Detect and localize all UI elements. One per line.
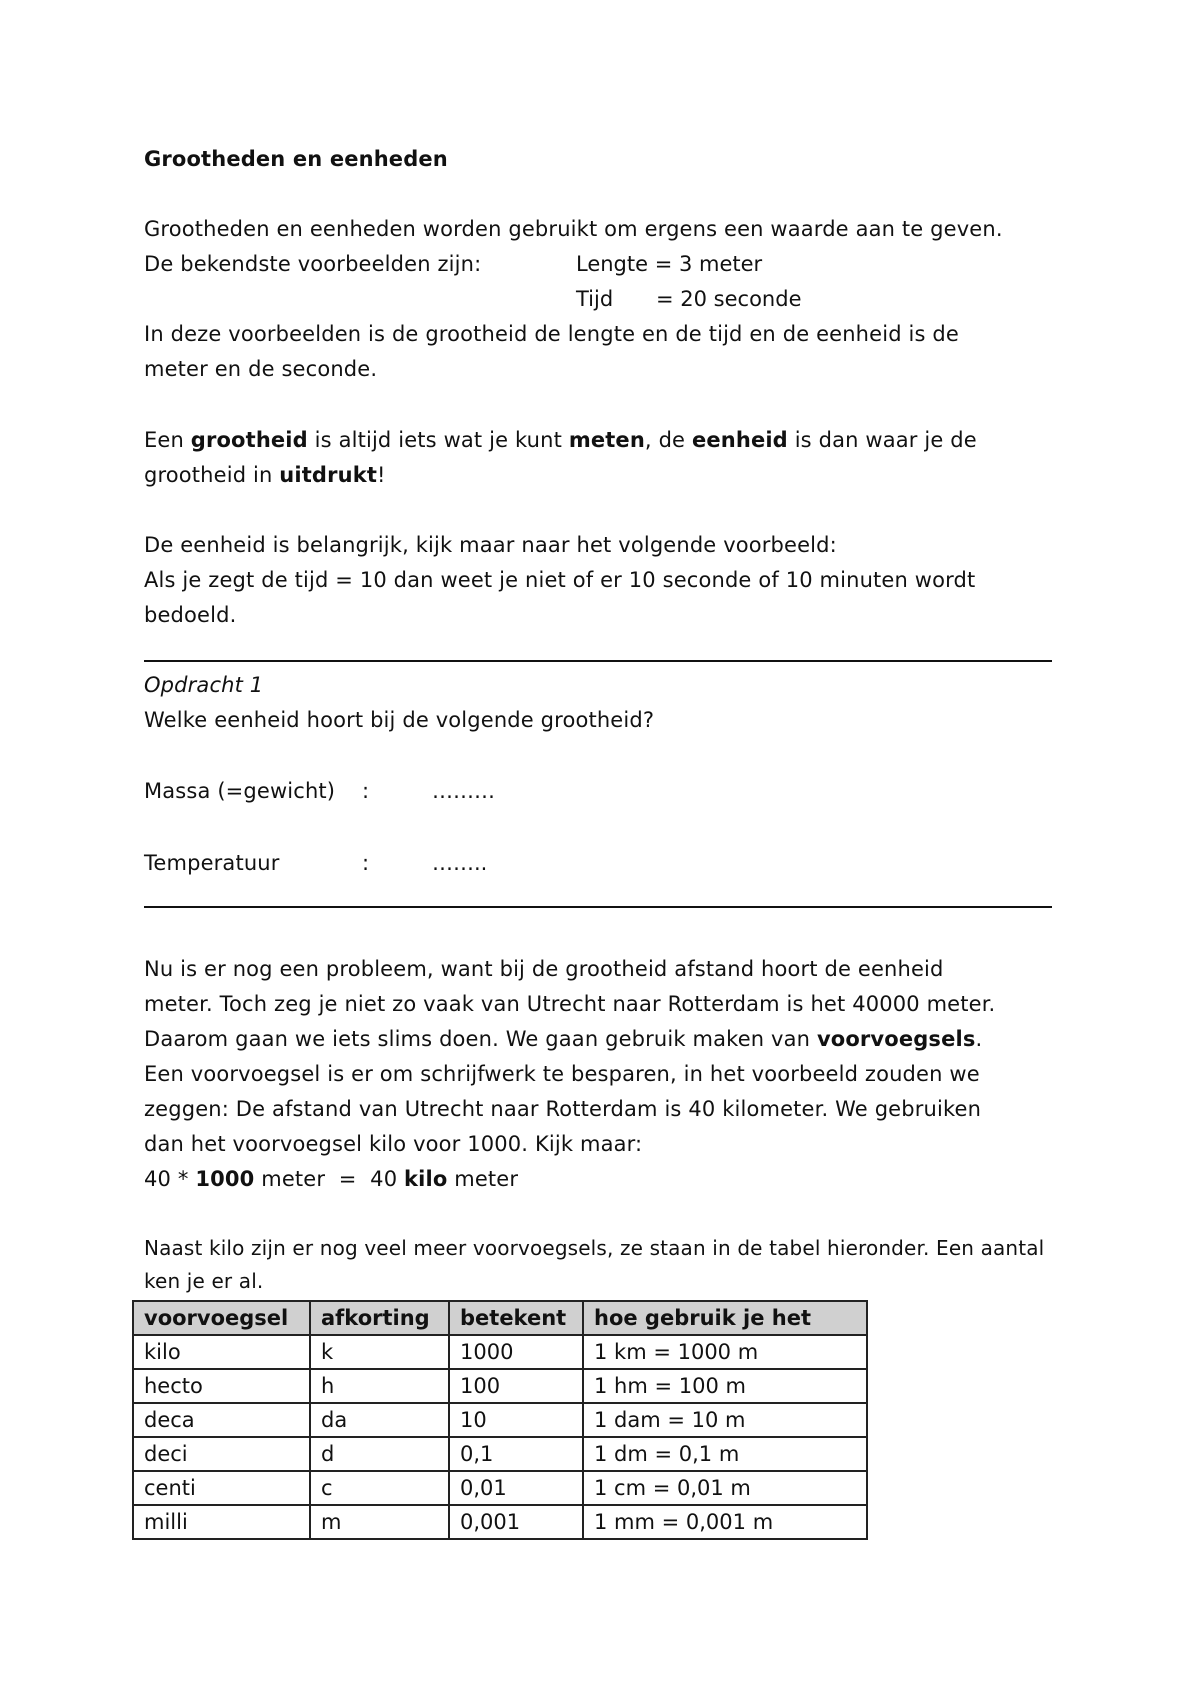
intro-line-3: In deze voorbeelden is de grootheid de lengte en de tijd en de eenheid is de [144,322,959,346]
table-cell: 10 [449,1403,583,1437]
column-header: hoe gebruik je het [583,1301,867,1335]
problem-line-1: Nu is er nog een probleem, want bij de grootheid afstand hoort de eenheid [144,957,944,981]
assignment-item-colon: : [362,851,370,875]
assignment-answer-blank[interactable]: ……… [432,779,495,803]
table-intro-line-2: ken je er al. [144,1269,264,1293]
table-row [133,1335,867,1369]
table-row [133,1437,867,1471]
table-cell: m [310,1505,449,1539]
table-cell: da [310,1403,449,1437]
importance-line-2: Als je zegt de tijd = 10 dan weet je niet of er 10 seconde of 10 minuten wordt [144,568,976,592]
problem-line-4: Een voorvoegsel is er om schrijfwerk te besparen, in het voorbeeld zouden we [144,1062,980,1086]
definition-line-1: Een grootheid is altijd iets wat je kunt meten, de eenheid is dan waar je de [144,428,977,452]
table-cell: 1 dm = 0,1 m [583,1437,867,1471]
table-cell: kilo [133,1335,310,1369]
assignment-item-label: Temperatuur [144,851,280,875]
table-cell: 1 km = 1000 m [583,1335,867,1369]
assignment-heading: Opdracht 1 [144,673,264,697]
table-row [133,1505,867,1539]
table-cell: 1000 [449,1335,583,1369]
problem-line-5: zeggen: De afstand van Utrecht naar Rotterdam is 40 kilometer. We gebruiken [144,1097,982,1121]
problem-line-3: Daarom gaan we iets slims doen. We gaan gebruik maken van voorvoegsels. [144,1027,983,1051]
table-cell: d [310,1437,449,1471]
formula-line: 40 * 1000 meter = 40 kilo meter [144,1167,519,1191]
prefix-table [132,1300,868,1540]
divider-top [144,660,1052,662]
table-row [133,1403,867,1437]
problem-line-2: meter. Toch zeg je niet zo vaak van Utrecht naar Rotterdam is het 40000 meter. [144,992,996,1016]
column-header: afkorting [310,1301,449,1335]
table-cell: hecto [133,1369,310,1403]
assignment-item-colon: : [362,779,370,803]
table-cell: h [310,1369,449,1403]
importance-line-3: bedoeld. [144,603,237,627]
table-cell: c [310,1471,449,1505]
table-row [133,1369,867,1403]
example-length: Lengte = 3 meter [576,252,763,276]
table-cell: k [310,1335,449,1369]
table-cell: 1 dam = 10 m [583,1403,867,1437]
example-time-value: = 20 seconde [656,287,802,311]
example-time-quantity: Tijd [576,287,614,311]
table-cell: 1 mm = 0,001 m [583,1505,867,1539]
assignment-answer-blank[interactable]: …….. [432,851,488,875]
importance-line-1: De eenheid is belangrijk, kijk maar naar het volgende voorbeeld: [144,533,837,557]
table-cell: 1 hm = 100 m [583,1369,867,1403]
problem-line-6: dan het voorvoegsel kilo voor 1000. Kijk maar: [144,1132,643,1156]
definition-line-2: grootheid in uitdrukt! [144,463,386,487]
divider-bottom [144,906,1052,908]
table-row [133,1471,867,1505]
intro-examples-label: De bekendste voorbeelden zijn: [144,252,482,276]
assignment-item-label: Massa (=gewicht) [144,779,336,803]
table-header-row [133,1301,867,1335]
intro-line-1: Grootheden en eenheden worden gebruikt om ergens een waarde aan te geven. [144,217,1003,241]
intro-line-4: meter en de seconde. [144,357,378,381]
table-cell: deca [133,1403,310,1437]
table-cell: 0,1 [449,1437,583,1471]
table-intro-line-1: Naast kilo zijn er nog veel meer voorvoegsels, ze staan in de tabel hieronder. Een aantal [144,1236,1045,1260]
table-cell: 0,001 [449,1505,583,1539]
table-cell: milli [133,1505,310,1539]
table-cell: deci [133,1437,310,1471]
table-cell: 1 cm = 0,01 m [583,1471,867,1505]
page-title: Grootheden en eenheden [144,147,448,171]
assignment-question: Welke eenheid hoort bij de volgende grootheid? [144,708,655,732]
table-cell: 100 [449,1369,583,1403]
column-header: voorvoegsel [133,1301,310,1335]
table-cell: 0,01 [449,1471,583,1505]
column-header: betekent [449,1301,583,1335]
table-cell: centi [133,1471,310,1505]
